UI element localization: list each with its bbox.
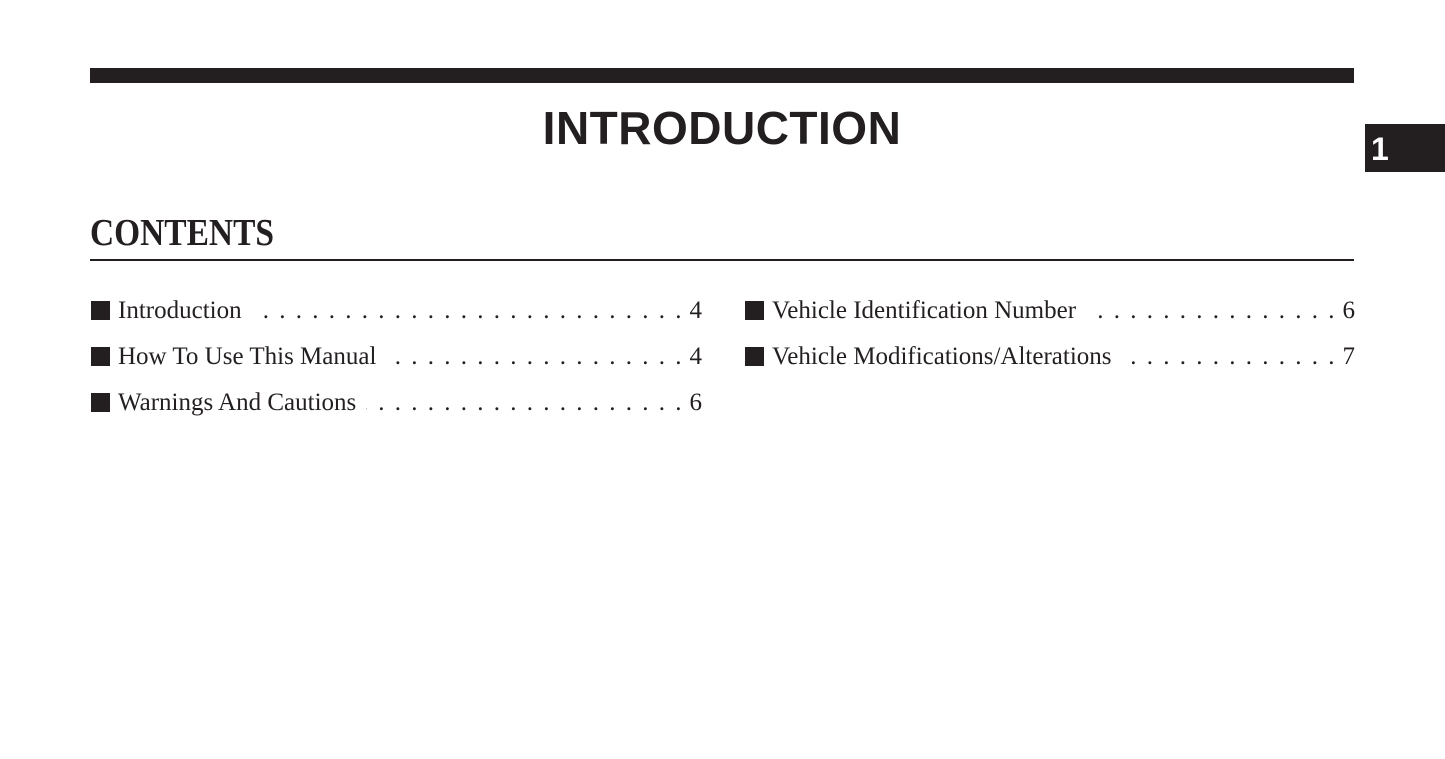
- toc-entry-label: Vehicle Identification Number: [772, 297, 1077, 324]
- square-bullet-icon: [745, 301, 764, 320]
- contents-heading: CONTENTS: [90, 212, 274, 254]
- top-rule: [90, 68, 1354, 83]
- toc-entry-label: Introduction: [118, 297, 242, 324]
- toc-entry-label: Vehicle Modifications/Alterations: [772, 343, 1112, 370]
- toc-entry-vehicle-modifications-alterations[interactable]: [745, 338, 1355, 384]
- dot-leader: [252, 292, 682, 330]
- dot-leader: [386, 338, 681, 376]
- toc-entry-introduction[interactable]: [91, 292, 702, 338]
- square-bullet-icon: [91, 347, 110, 366]
- toc-entry-label: How To Use This Manual: [118, 343, 377, 370]
- toc-entry-how-to-use-this-manual[interactable]: [91, 338, 702, 384]
- square-bullet-icon: [91, 393, 110, 412]
- toc-entry-label: Warnings And Cautions: [118, 389, 357, 416]
- chapter-tab-number: 1: [1371, 131, 1389, 167]
- chapter-title: INTRODUCTION: [542, 102, 902, 154]
- toc-entry-page: 4: [689, 343, 702, 370]
- toc-right-column: [745, 292, 1355, 384]
- square-bullet-icon: [745, 347, 764, 366]
- contents-rule: [90, 259, 1354, 261]
- square-bullet-icon: [91, 301, 110, 320]
- toc-entry-warnings-and-cautions[interactable]: [91, 384, 702, 430]
- toc-entry-page: 6: [689, 389, 702, 416]
- chapter-tab: [1365, 124, 1445, 172]
- toc-left-column: [91, 292, 702, 430]
- toc-entry-vehicle-identification-number[interactable]: [745, 292, 1355, 338]
- dot-leader: [1122, 338, 1335, 376]
- toc-entry-page: 4: [689, 297, 702, 324]
- toc-entry-page: 7: [1342, 343, 1355, 370]
- toc-entry-page: 6: [1342, 297, 1355, 324]
- dot-leader: [366, 384, 681, 422]
- dot-leader: [1086, 292, 1334, 330]
